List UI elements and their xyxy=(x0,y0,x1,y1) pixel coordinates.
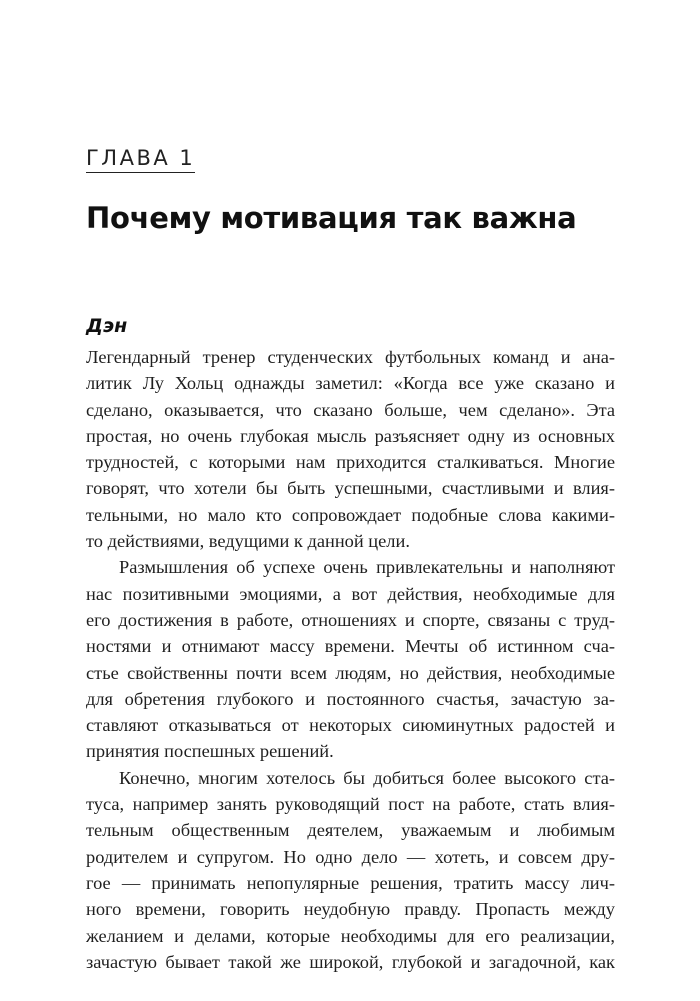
chapter-label: ГЛАВА 1 xyxy=(86,146,195,173)
text-line: простая, но очень глубокая мысль разъясняет одну из основных xyxy=(86,425,615,446)
text-line: нас позитивными эмоциями, а вот действия, необходимые для xyxy=(86,583,615,604)
body-text xyxy=(86,344,615,975)
text-line: зачастую бывает такой же широкой, глубокой и загадочной, как xyxy=(86,951,615,972)
text-line: родителем и супругом. Но одно дело — хотеть, и совсем дру- xyxy=(86,846,615,867)
text-line: Легендарный тренер студенческих футбольных команд и ана- xyxy=(86,347,615,367)
text-line: ностями и отнимают массу времени. Мечты об истинном сча- xyxy=(86,636,615,657)
text-line: тельными, но мало кто сопровождает подобные слова какими- xyxy=(86,504,615,525)
text-line: трудностей, с которыми нам приходится сталкиваться. Многие xyxy=(86,452,615,473)
text-line: Конечно, многим хотелось бы добиться более высокого ста- xyxy=(119,767,615,788)
text-line: литик Лу Хольц однажды заметил: «Когда все уже сказано и xyxy=(86,373,615,394)
text-line: гое — принимать непопулярные решения, тратить массу лич- xyxy=(86,872,615,893)
text-line: для обретения глубокого и постоянного счастья, зачастую за- xyxy=(86,688,615,709)
text-line: ного времени, говорить неудобную правду. Пропасть между xyxy=(86,899,615,920)
text-line: желанием и делами, которые необходимы для его реализации, xyxy=(86,925,615,946)
text-line: говорят, что хотели бы быть успешными, счастливыми и влия- xyxy=(86,478,615,499)
text-line: то действиями, ведущими к данной цели. xyxy=(86,531,410,552)
chapter-title: Почему мотивация так важна xyxy=(86,201,577,235)
text-line: ставляют отказываться от некоторых сиюминутных радостей и xyxy=(86,715,615,736)
text-line: его достижения в работе, отношениях и спорте, связаны с труд- xyxy=(86,609,615,630)
text-line: туса, например занять руководящий пост на работе, стать влия- xyxy=(86,794,615,815)
text-line: сделано, оказывается, что сказано больше, чем сделано». Эта xyxy=(86,399,615,420)
text-line: принятия поспешных решений. xyxy=(86,741,334,762)
section-author-heading: Дэн xyxy=(86,315,128,337)
text-line: тельным общественным деятелем, уважаемым и любимым xyxy=(86,820,615,841)
text-line: Размышления об успехе очень привлекательны и наполняют xyxy=(119,557,615,578)
text-line: стье свойственны почти всем людям, но действия, необходимые xyxy=(86,662,615,683)
